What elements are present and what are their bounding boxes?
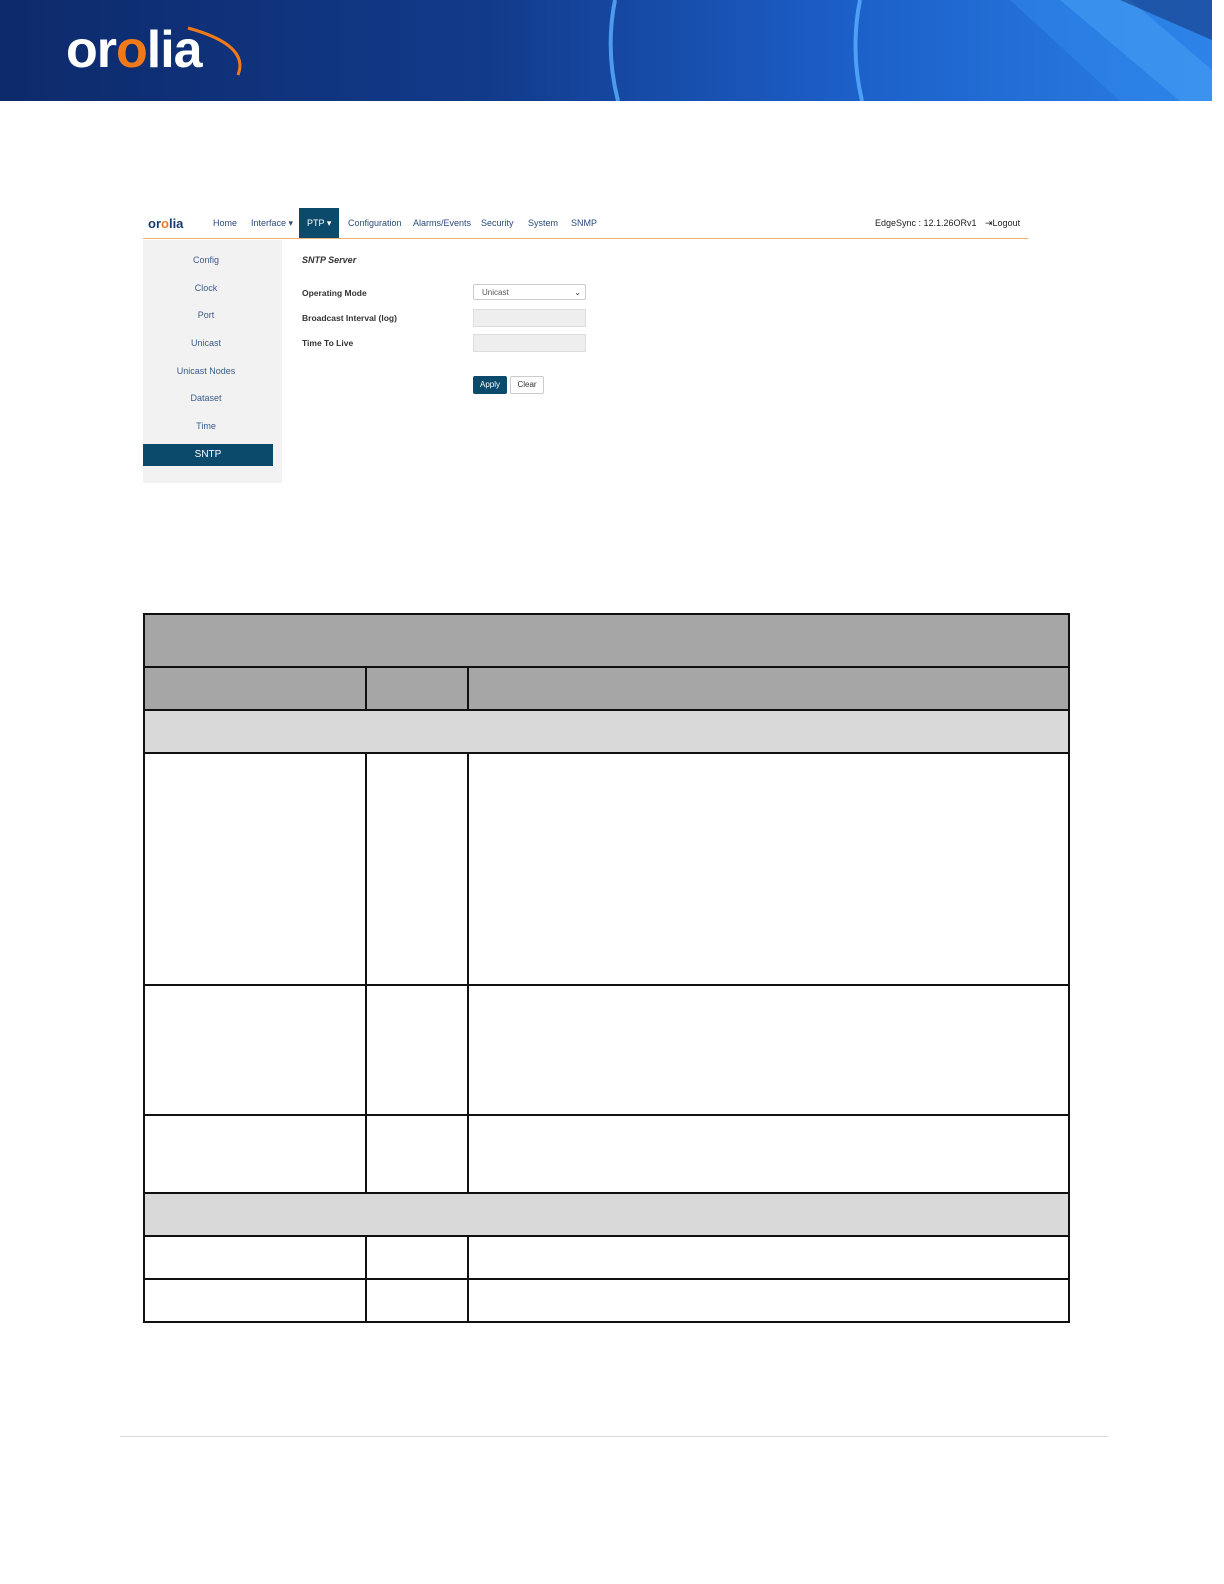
operating-mode-label: Operating Mode [302, 288, 367, 298]
nav-security[interactable]: Security [481, 218, 514, 228]
table-title-row [144, 614, 1069, 667]
sidebar-item-sntp[interactable]: SNTP [143, 444, 273, 466]
orolia-logo: orolia [66, 21, 202, 79]
sidebar [143, 240, 282, 483]
nav-snmp[interactable]: SNMP [571, 218, 598, 228]
table-row [144, 753, 1069, 985]
nav-configuration[interactable]: Configuration [348, 218, 402, 228]
nav-home[interactable]: Home [213, 218, 238, 228]
table-row [144, 1115, 1069, 1193]
nav-system[interactable]: System [528, 218, 559, 228]
sidebar-item-config[interactable]: Config [192, 255, 219, 265]
table-header-row [144, 667, 1069, 710]
ttl-input[interactable] [473, 334, 586, 352]
broadcast-interval-label: Broadcast Interval (log) [302, 313, 397, 323]
table-row [144, 1236, 1069, 1279]
ttl-label: Time To Live [302, 338, 354, 348]
header-banner [0, 0, 1212, 101]
footer-divider [120, 1436, 1108, 1437]
table-row [144, 985, 1069, 1115]
navbar-logo[interactable]: orolia [148, 216, 184, 231]
sidebar-item-unicast-nodes[interactable]: Unicast Nodes [176, 366, 236, 376]
clear-button[interactable]: Clear [510, 376, 544, 394]
chevron-down-icon: ⌄ [574, 288, 581, 297]
operating-mode-select[interactable]: Unicast ⌄ [473, 284, 586, 300]
sidebar-item-time[interactable]: Time [196, 421, 216, 431]
sidebar-item-clock[interactable]: Clock [194, 283, 218, 293]
logout-icon: ⇥ [985, 218, 993, 228]
parameter-table [143, 613, 1070, 1323]
sidebar-item-port[interactable]: Port [197, 310, 215, 320]
logout-link[interactable]: ⇥Logout [985, 218, 1021, 228]
broadcast-interval-input[interactable] [473, 309, 586, 327]
sidebar-item-unicast[interactable]: Unicast [190, 338, 221, 348]
version-label: EdgeSync : 12.1.26ORv1 [875, 218, 977, 228]
form-title: SNTP Server [302, 255, 357, 265]
ui-screenshot [143, 208, 1028, 483]
table-section-row [144, 710, 1069, 753]
nav-interface[interactable]: Interface ▾ [251, 218, 294, 228]
nav-alarms-events[interactable]: Alarms/Events [413, 218, 472, 228]
top-navbar [143, 208, 1028, 239]
table-row [144, 1279, 1069, 1322]
table-section-row [144, 1193, 1069, 1236]
nav-ptp[interactable]: PTP ▾ [299, 208, 339, 238]
apply-button[interactable]: Apply [473, 376, 507, 394]
sidebar-item-dataset[interactable]: Dataset [190, 393, 222, 403]
